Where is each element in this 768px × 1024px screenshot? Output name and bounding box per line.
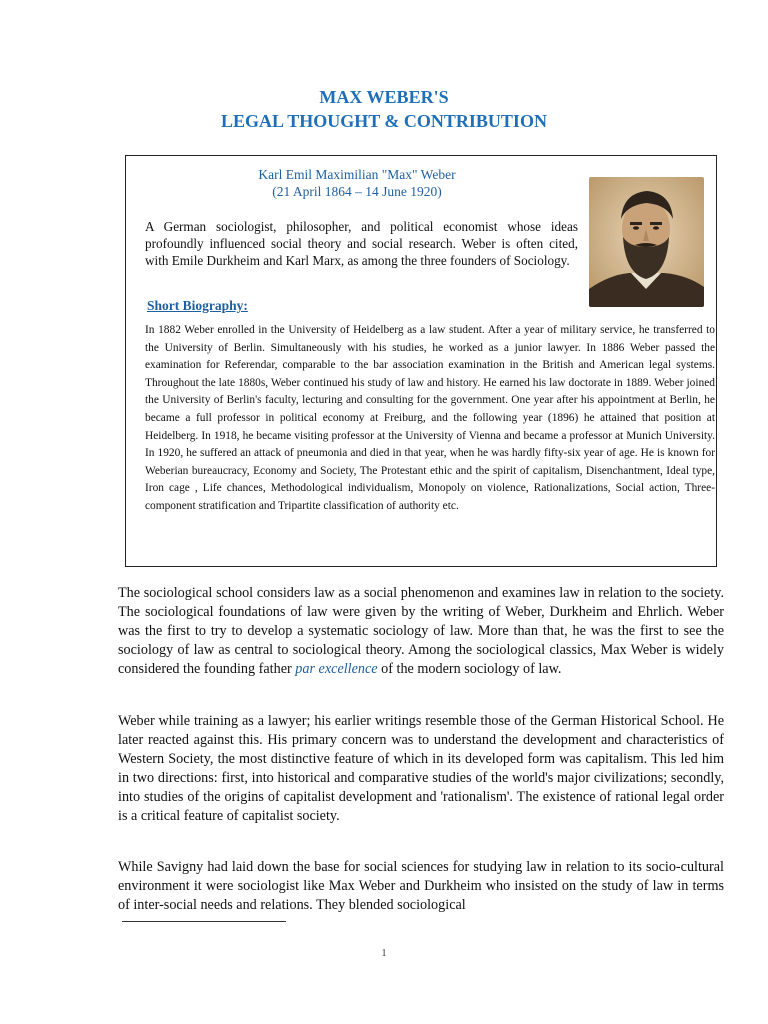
body-paragraph-3: While Savigny had laid down the base for social sciences for studying law in relation to its socio-cultural environment it were sociologist like Max Weber and Durkheim who insisted on the study of law in terms of inter-social needs and relations. They blended sociological (118, 859, 724, 914)
page-number: 1 (381, 948, 387, 959)
p1-text-end: of the modern sociology of law. (377, 661, 562, 678)
page-title: MAX WEBER'S (319, 87, 449, 107)
page-subtitle: LEGAL THOUGHT & CONTRIBUTION (221, 111, 547, 131)
intro-paragraph: A German sociologist, philosopher, and political economist whose ideas profoundly influenced social theory and social research. Weber is often cited, with Emile Durkheim and Karl Marx, as among the three founders of Sociology. (145, 219, 578, 269)
footnote-divider (122, 921, 286, 922)
p1-italic-term: par excellence (295, 661, 378, 678)
biography-paragraph: In 1882 Weber enrolled in the University of Heidelberg as a law student. After a year of military service, he transferred to the University of Berlin. Simultaneously with his studies, he worked as a junior lawyer. In 1886 Weber passed the examination for Referendar, comparable to the bar association examination in the British and American legal systems. Throughout the late 1880s, Weber continued his study of law and history. He earned his law doctorate in 1889. Weber joined the University of Berlin's faculty, lecturing and consulting for the government. One year after his appointment at Berlin, he became a full professor in political economy at Freiburg, and the following year (1896) he attained that position at Heidelberg. In 1918, he became visiting professor at the University of Vienna and became a professor at Munich University. In 1920, he suffered an attack of pneumonia and died in that year, when he was hardly fifty-six year of age. He is known for Weberian bureaucracy, Economy and Society, The Protestant ethic and the spirit of capitalism, Disenchantment, Ideal type, Iron cage , Life chances, Methodological individualism, Monopoly on violence, Rationalizations, Social action, Three-component stratification and Tripartite classification of authority etc. (145, 324, 715, 512)
body-paragraph-1 (118, 584, 724, 679)
short-biography-heading: Short Biography: (147, 298, 248, 313)
person-name: Karl Emil Maximilian "Max" Weber (258, 167, 456, 182)
body-paragraph-2: Weber while training as a lawyer; his earlier writings resemble those of the German Historical School. He later reacted against this. His primary concern was to understand the development and characteristics of Western Society, the most distinctive feature of which in its developed form was capitalism. This led him in two directions: first, into historical and comparative studies of the world's major civilizations; secondly, into studies of the origins of capitalist development and 'rationalism'. The existence of rational legal order is a critical feature of capitalist society. (118, 713, 724, 825)
biography-box (125, 155, 717, 567)
p1-text-start: The sociological school considers law as a social phenomenon and examines law in relation to the society. The sociological foundations of law were given by the writing of Weber, Durkheim and Ehrlich. Weber was the first to try to develop a systematic sociology of law. More than that, he was the first to see the sociology of law as central to sociological theory. Among the sociological classics, Max Weber is widely considered the founding father (118, 585, 724, 678)
portrait-photo (589, 177, 704, 307)
person-dates: (21 April 1864 – 14 June 1920) (272, 184, 442, 199)
